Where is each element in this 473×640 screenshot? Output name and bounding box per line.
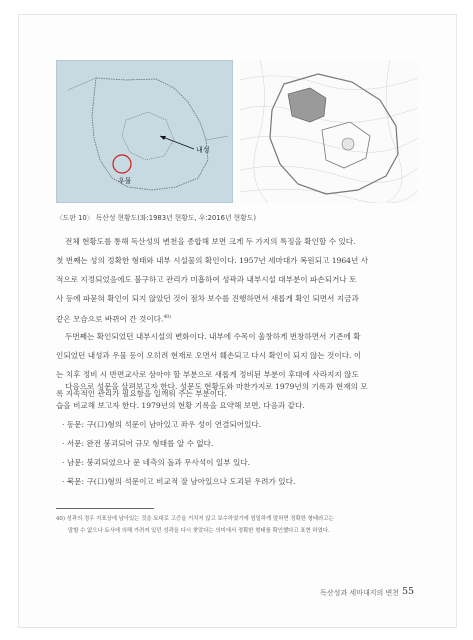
- list-item: · 남문: 붕괴되었으나 문 네측의 돌과 무사석이 일부 있다.: [62, 458, 251, 467]
- footnote-divider: [56, 508, 154, 509]
- paragraph-1: [56, 232, 418, 327]
- paragraph-text: 같은 모습으로 바뀌어 간 것이다.: [56, 314, 164, 324]
- figure: [56, 60, 418, 203]
- footnote: [56, 513, 418, 537]
- paragraph-line: 두번째는 확인되었던 내부시설의 변화이다. 내부에 수목이 울창하게 번창하면서 기존에 확: [65, 332, 361, 341]
- paragraph-line: 전체 현황도를 통해 독산성의 변천을 종합해 보면 크게 두 가지의 특징을 확인할 수 있다.: [65, 237, 356, 246]
- paragraph-line: 적으로 지정되었음에도 불구하고 관리가 미흡하여 성곽과 내부시설 대부분이 파손되거나 토: [56, 275, 357, 284]
- running-footer-title: 독산성과 세마대지의 변천: [320, 589, 399, 597]
- figure-caption: 〈도판 10〉 독산성 현황도(좌:1983년 현황도, 우:2016년 현황도): [56, 214, 257, 222]
- gate-list: [62, 415, 418, 491]
- map-2016: [240, 60, 418, 203]
- footnote-line: 40) 성곽의 경우 지표상에 남아있는 것을 토대로 고증을 거치지 않고 보수하였기에 엄밀하게 말하면 정확한 형태라고는: [56, 516, 334, 522]
- paragraph-line: 인되었던 내성과 우물 등이 오히려 현재로 오면서 훼손되고 다시 확인이 되지 않는 것이다. 이: [56, 351, 362, 360]
- list-item: · 동문: 구(口)형의 석문이 남아있고 좌우 성이 연결되어있다.: [62, 420, 262, 429]
- paragraph-line: 습을 비교해 보고자 한다. 1979년의 현황 기록을 요약해 보면, 다음과 같다.: [56, 401, 305, 410]
- paragraph-line: 첫 번째는 성의 정확한 형태와 내부 시설물의 확인이다. 1957년 세마대가 복원되고 1964년 사: [56, 256, 369, 265]
- map-1983: [56, 60, 233, 203]
- list-item: · 북문: 구(口)형의 석문이고 비교적 잘 남아있으나 도괴된 우려가 있다.: [62, 477, 296, 486]
- footnote-reference: 40): [163, 315, 171, 320]
- paragraph-line: 다음으로 성문을 살펴보고자 한다. 성문도 현황도와 마찬가지로 1979년의 기록과 현재의 모: [65, 382, 368, 391]
- page-number: 55: [402, 586, 415, 597]
- paragraph-line: [56, 308, 418, 327]
- paragraph-line: 는 치후 정비 시 반면교사로 삼아야 할 부분으로 새롭게 정비된 부분이 후대에 사라지지 않도: [56, 370, 359, 379]
- map-2016-drawing: [240, 60, 418, 203]
- footnote-line: 말할 수 없으나 토사에 의해 가려져 있던 성곽을 다시 찾았다는 의미에서 정확한 형태를 확인했다고 표현 하였다.: [68, 528, 330, 534]
- map-1983-drawing: [56, 60, 233, 203]
- list-item: · 서문: 완전 붕괴되어 규모 형태를 알 수 없다.: [62, 439, 214, 448]
- paragraph-line: 록 지속적인 관리가 필요함을 일깨워 주는 부분이다.: [56, 389, 227, 398]
- paragraph-line: 사 등에 파묻혀 확인이 되지 않았던 것이 점차 보수를 진행하면서 새롭게 확인 되면서 지금과: [56, 294, 359, 303]
- label-inner-wall: 내성: [196, 146, 210, 154]
- paragraph-3: [56, 377, 418, 415]
- label-well: 우물: [118, 177, 132, 185]
